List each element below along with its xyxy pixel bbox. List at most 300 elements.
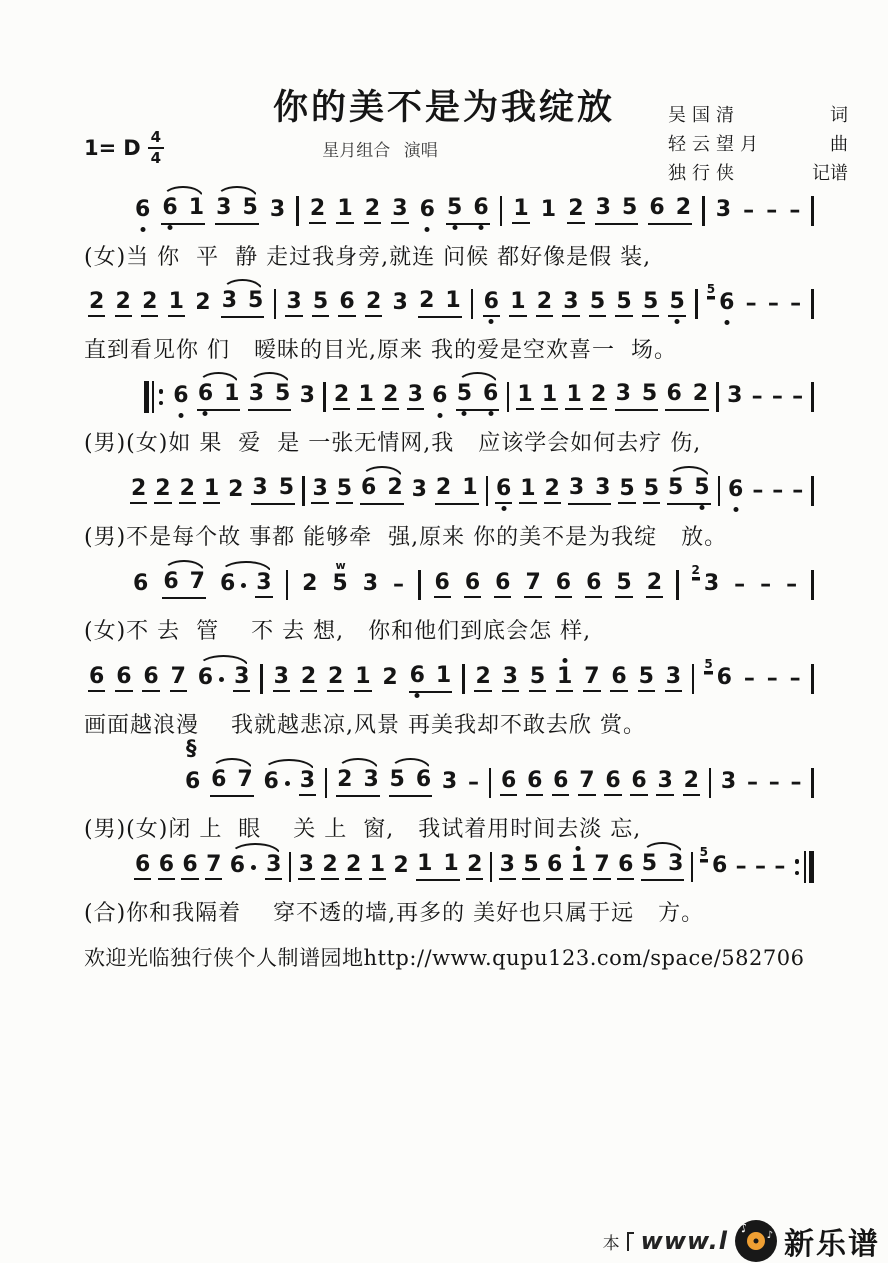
note xyxy=(265,854,282,880)
note xyxy=(555,572,572,598)
barline xyxy=(296,196,299,226)
note xyxy=(369,854,386,880)
note xyxy=(441,771,458,795)
note xyxy=(610,666,627,692)
note-digit: – xyxy=(766,198,778,223)
note xyxy=(646,572,663,598)
note xyxy=(552,770,569,796)
note-digit: 2 xyxy=(536,291,553,317)
note-digit: 1 xyxy=(556,666,573,692)
note xyxy=(364,198,381,224)
note-digit: 7 xyxy=(593,854,610,880)
credit-transcriber xyxy=(668,159,848,188)
thick-barline xyxy=(144,381,149,413)
note xyxy=(594,477,611,501)
note-digit: 2 xyxy=(333,384,350,410)
low-octave-dot xyxy=(178,413,183,418)
note xyxy=(233,666,250,692)
note xyxy=(524,572,541,598)
slurred-note-group xyxy=(229,854,283,880)
watermark-site-name: 新乐谱 xyxy=(784,1227,880,1262)
note xyxy=(706,282,736,316)
low-octave-dot xyxy=(479,225,484,230)
note-digit: – xyxy=(467,770,479,795)
note xyxy=(188,197,205,221)
note xyxy=(516,384,533,410)
note xyxy=(269,199,286,223)
performer-role: 演唱 xyxy=(403,141,438,161)
note-digit: 5 xyxy=(667,475,684,500)
barline xyxy=(811,382,814,412)
note xyxy=(336,198,353,224)
barline xyxy=(692,664,695,694)
lyrics-line: 直到看见你 们 暧昧的目光,原来 我的爱是空欢喜一 场。 xyxy=(84,338,677,363)
note xyxy=(333,384,350,410)
note-digit: 3 xyxy=(407,384,424,410)
barline xyxy=(274,289,277,319)
note-digit: 3 xyxy=(656,770,673,796)
low-octave-dot xyxy=(452,225,457,230)
note-digit: 3 xyxy=(562,291,579,317)
note-digit: – xyxy=(786,572,798,597)
note-digit: 2 xyxy=(419,288,435,313)
beamed-note-group xyxy=(416,853,460,881)
note-digit: 1 xyxy=(357,384,374,410)
note-digit: 3 xyxy=(298,854,315,880)
note xyxy=(461,477,478,501)
slurred-note-group xyxy=(389,769,433,797)
grace-note: 5 xyxy=(699,845,708,859)
note xyxy=(210,769,227,793)
note xyxy=(665,666,682,692)
dash-note xyxy=(785,574,798,596)
slurred-note-group xyxy=(336,769,380,797)
score-line xyxy=(84,658,814,739)
note-digit: 3 xyxy=(255,572,272,598)
note-digit: – xyxy=(792,478,804,503)
note-digit: 2 xyxy=(474,666,491,692)
dash-note xyxy=(754,856,767,878)
note xyxy=(197,383,214,407)
beamed-note-group xyxy=(418,290,462,318)
note-digit: 6 xyxy=(181,854,198,880)
note-digit: 6 xyxy=(229,853,246,878)
note-digit: 5 xyxy=(589,291,606,317)
note-digit: 5 xyxy=(641,381,658,406)
beamed-note-group xyxy=(615,383,659,411)
note-digit: 6 xyxy=(163,569,179,594)
note-digit: 5 xyxy=(275,381,291,406)
watermark-prefix-text: 本 xyxy=(602,1233,620,1254)
note xyxy=(365,291,382,317)
grace-note: 5 xyxy=(706,282,716,296)
note xyxy=(499,854,516,880)
note-digit: – xyxy=(760,572,772,597)
score-line xyxy=(84,470,814,551)
notes-row xyxy=(84,283,814,325)
note xyxy=(693,477,710,501)
note-digit: – xyxy=(751,384,763,409)
note xyxy=(522,854,539,880)
note xyxy=(570,854,587,880)
barline xyxy=(811,768,814,798)
note xyxy=(221,290,238,314)
note-digit: 7 xyxy=(578,770,595,796)
note-digit: 3 xyxy=(727,383,743,408)
lyrics-line: (男)(女)闭 上 眼 关 上 窗, 我试着用时间去淡 忘, xyxy=(84,817,642,842)
grace-note: 2 xyxy=(691,563,700,577)
note xyxy=(134,199,151,223)
note xyxy=(362,769,379,793)
note-digit: 3 xyxy=(362,571,378,596)
note xyxy=(641,383,658,407)
note xyxy=(362,573,379,597)
note-digit: 7 xyxy=(524,572,541,598)
note xyxy=(567,198,584,224)
score-line xyxy=(84,736,814,843)
note-digit: 6 xyxy=(361,475,377,500)
beamed-note-group xyxy=(409,665,453,693)
note xyxy=(643,478,660,504)
barline xyxy=(811,476,814,506)
note xyxy=(229,855,256,879)
note-digit: 5 xyxy=(389,767,405,792)
score-line xyxy=(84,283,814,364)
note-digit: 5 xyxy=(621,195,638,220)
note-digit: 1 xyxy=(168,291,185,317)
note-digit: 3 xyxy=(568,475,585,500)
note-digit: 2 xyxy=(567,198,584,224)
thin-barline xyxy=(152,381,154,413)
note xyxy=(500,770,517,796)
note xyxy=(691,563,721,597)
time-signature-bottom: 4 xyxy=(150,149,162,167)
note xyxy=(726,385,743,409)
note xyxy=(618,478,635,504)
mordent-ornament: w xyxy=(335,559,345,572)
note-digit: 6 xyxy=(472,197,489,221)
barline xyxy=(489,768,492,798)
note xyxy=(132,573,149,597)
note-digit: 6 xyxy=(158,854,175,880)
note-digit: 6 xyxy=(716,665,732,690)
vinyl-hole xyxy=(754,1239,759,1244)
note-digit: 5 xyxy=(615,291,632,317)
note-digit: 6 xyxy=(134,854,151,880)
note xyxy=(617,854,634,880)
note xyxy=(665,383,682,407)
note-digit: 6 xyxy=(585,572,602,598)
barline xyxy=(695,289,698,319)
note xyxy=(299,385,316,409)
note-digit: 3 xyxy=(715,197,732,222)
grace-note: 5 xyxy=(704,657,713,671)
note-digit: 2 xyxy=(300,666,317,692)
note-digit: 5 xyxy=(278,475,295,500)
note-digit: 6 xyxy=(495,478,512,504)
dash-note xyxy=(759,574,772,596)
dash-note xyxy=(771,480,784,502)
note-digit: – xyxy=(790,770,802,795)
barline xyxy=(811,664,814,694)
note-digit: 3 xyxy=(233,666,250,692)
credit-role: 记谱 xyxy=(812,163,848,184)
note-digit: 2 xyxy=(435,475,452,500)
note xyxy=(641,853,658,877)
note-digit: 2 xyxy=(337,767,353,792)
note-digit: 2 xyxy=(382,384,399,410)
note xyxy=(585,572,602,598)
note-digit: 6 xyxy=(263,769,279,794)
score-line xyxy=(84,376,814,457)
credits-block xyxy=(668,101,848,188)
music-note-icon: ♪ xyxy=(738,1220,750,1236)
note xyxy=(357,384,374,410)
note-digit: 6 xyxy=(483,291,500,317)
note xyxy=(411,479,428,503)
note-digit: 3 xyxy=(720,769,737,794)
note xyxy=(141,291,158,317)
note-digit: 7 xyxy=(189,569,205,594)
note-digit: 1 xyxy=(516,384,533,410)
dash-note xyxy=(467,772,480,794)
note xyxy=(298,854,315,880)
note-digit: 1 xyxy=(519,478,536,504)
performer-line xyxy=(0,136,760,161)
low-octave-dot xyxy=(437,413,442,418)
note xyxy=(621,197,638,221)
note xyxy=(675,197,692,221)
barline xyxy=(718,476,721,506)
note xyxy=(593,854,610,880)
barline xyxy=(507,382,510,412)
note-digit: – xyxy=(774,854,786,879)
note-digit: 1 xyxy=(443,851,459,876)
low-octave-dot xyxy=(203,411,208,416)
note xyxy=(431,385,448,409)
note-digit: 6 xyxy=(464,572,481,598)
note xyxy=(540,199,557,223)
note-digit: 6 xyxy=(211,767,227,792)
note xyxy=(546,854,563,880)
dash-note xyxy=(771,386,784,408)
barline xyxy=(302,476,305,506)
note-digit: 3 xyxy=(216,195,232,220)
note-digit: 1 xyxy=(203,478,220,504)
repeat-dots xyxy=(159,389,164,405)
augmentation-dot xyxy=(251,865,256,870)
note xyxy=(720,771,737,795)
note xyxy=(648,197,665,221)
note xyxy=(248,383,265,407)
note-digit: 6 xyxy=(500,770,517,796)
repeat-dots xyxy=(795,859,800,875)
note-digit: 3 xyxy=(595,475,611,500)
note-digit: – xyxy=(393,572,404,597)
beamed-note-group xyxy=(446,197,490,225)
slurred-note-group xyxy=(161,197,205,225)
note-digit: – xyxy=(789,666,801,691)
note-digit: – xyxy=(767,291,779,316)
song-title: 你的美不是为我绽放 xyxy=(272,88,615,128)
note-digit: 2 xyxy=(154,478,171,504)
note-digit: 3 xyxy=(703,571,720,596)
barline xyxy=(490,852,493,882)
note xyxy=(273,666,290,692)
dash-note xyxy=(790,772,803,794)
note-digit: 2 xyxy=(115,291,132,317)
note xyxy=(482,383,499,407)
note xyxy=(381,667,398,691)
note xyxy=(615,383,632,407)
note xyxy=(142,666,159,692)
note-digit: 3 xyxy=(502,666,519,692)
note-digit: 2 xyxy=(692,381,709,406)
note-digit: 6 xyxy=(494,572,511,598)
slurred-note-group xyxy=(210,769,254,797)
repeat-end-barline xyxy=(793,851,814,883)
note-digit: 6 xyxy=(552,770,569,796)
note xyxy=(495,478,512,504)
augmentation-dot xyxy=(219,677,224,682)
note-digit: 3 xyxy=(252,475,268,500)
dash-note xyxy=(767,293,780,315)
barline xyxy=(418,570,421,600)
note-digit: 7 xyxy=(205,854,222,880)
lyrics-line: 画面越浪漫 我就越悲凉,风景 再美我却不敢去欣 赏。 xyxy=(84,713,646,738)
note xyxy=(336,478,353,504)
note-digit: 2 xyxy=(683,770,700,796)
note-digit: 3 xyxy=(269,197,286,222)
low-octave-dot xyxy=(168,225,173,230)
credit-name: 独行侠 xyxy=(668,163,740,184)
note xyxy=(683,770,700,796)
note-digit: 2 xyxy=(382,665,398,690)
low-octave-dot xyxy=(675,319,680,324)
note-digit: 1 xyxy=(509,291,526,317)
note-digit: – xyxy=(746,770,758,795)
note-digit: 6 xyxy=(172,385,189,409)
credit-name: 轻云望月 xyxy=(668,134,764,155)
note-digit: 1 xyxy=(565,384,582,410)
note xyxy=(184,771,201,795)
note-digit: 1 xyxy=(188,195,205,220)
note-digit: 1 xyxy=(336,198,353,224)
note-digit: 3 xyxy=(285,291,302,317)
note-digit: 5 xyxy=(668,291,685,317)
augmentation-dot xyxy=(285,781,290,786)
dash-note xyxy=(733,574,746,596)
note-digit: – xyxy=(768,770,780,795)
note-digit: 6 xyxy=(649,195,665,220)
note-digit: 5 xyxy=(242,195,258,220)
beamed-note-group xyxy=(595,197,639,225)
note xyxy=(392,855,409,879)
note-digit: 5 xyxy=(248,288,264,313)
slurred-note-group xyxy=(197,383,241,411)
note xyxy=(519,478,536,504)
note-digit: 2 xyxy=(393,853,409,878)
note-digit: 2 xyxy=(345,854,362,880)
note xyxy=(360,477,377,501)
note-digit: 2 xyxy=(327,666,344,692)
note-digit: 6 xyxy=(526,770,543,796)
note xyxy=(278,477,295,501)
note xyxy=(236,769,253,793)
barline xyxy=(811,289,814,319)
note xyxy=(529,666,546,692)
note xyxy=(565,384,582,410)
dash-note xyxy=(743,668,756,690)
time-signature-top: 4 xyxy=(148,130,164,149)
slurred-note-group xyxy=(641,853,685,881)
note xyxy=(727,479,744,503)
note-digit: 5 xyxy=(643,478,660,504)
note-digit: – xyxy=(790,291,802,316)
dash-note xyxy=(766,668,779,690)
notes-row xyxy=(84,846,814,888)
slurred-note-group xyxy=(667,477,711,505)
notes-row xyxy=(84,559,814,606)
note-digit: – xyxy=(752,478,764,503)
note-digit: 6 xyxy=(185,769,201,794)
note xyxy=(595,197,612,221)
note-digit: 2 xyxy=(365,291,382,317)
note-digit: 2 xyxy=(590,384,607,410)
note xyxy=(189,571,206,595)
low-octave-dot xyxy=(415,693,420,698)
note-digit: 6 xyxy=(630,770,647,796)
dash-note xyxy=(735,856,748,878)
note xyxy=(715,199,732,223)
note-digit: – xyxy=(772,478,784,503)
dash-note xyxy=(768,772,781,794)
note-digit: 6 xyxy=(409,665,426,689)
note xyxy=(589,291,606,317)
note xyxy=(168,291,185,317)
note xyxy=(502,666,519,692)
slurred-note-group xyxy=(219,572,273,598)
key-prefix: 1= xyxy=(84,136,117,160)
note xyxy=(203,478,220,504)
note-digit: 6 xyxy=(666,381,682,406)
barline xyxy=(323,382,326,412)
low-octave-dot xyxy=(489,319,494,324)
note-digit: 1 xyxy=(445,288,461,313)
note xyxy=(299,770,316,796)
note-digit: 6 xyxy=(134,199,151,223)
note xyxy=(456,383,473,407)
note xyxy=(285,291,302,317)
note xyxy=(442,853,459,877)
credit-role: 词 xyxy=(830,105,848,126)
note xyxy=(407,384,424,410)
notes-row xyxy=(84,658,814,700)
note-digit: – xyxy=(771,384,783,409)
note-digit: 7 xyxy=(170,666,187,692)
credit-lyricist xyxy=(668,101,848,130)
lyrics-line: (男)(女)如 果 爱 是 一张无情网,我 应该学会如何去疗 伤, xyxy=(84,431,702,456)
note-digit: 3 xyxy=(273,666,290,692)
score-line xyxy=(84,846,814,927)
note xyxy=(483,291,500,317)
note xyxy=(88,291,105,317)
note-digit: 3 xyxy=(363,767,379,792)
low-octave-dot xyxy=(140,227,145,232)
note xyxy=(435,477,452,501)
note xyxy=(419,199,436,223)
low-octave-dot xyxy=(501,506,506,511)
